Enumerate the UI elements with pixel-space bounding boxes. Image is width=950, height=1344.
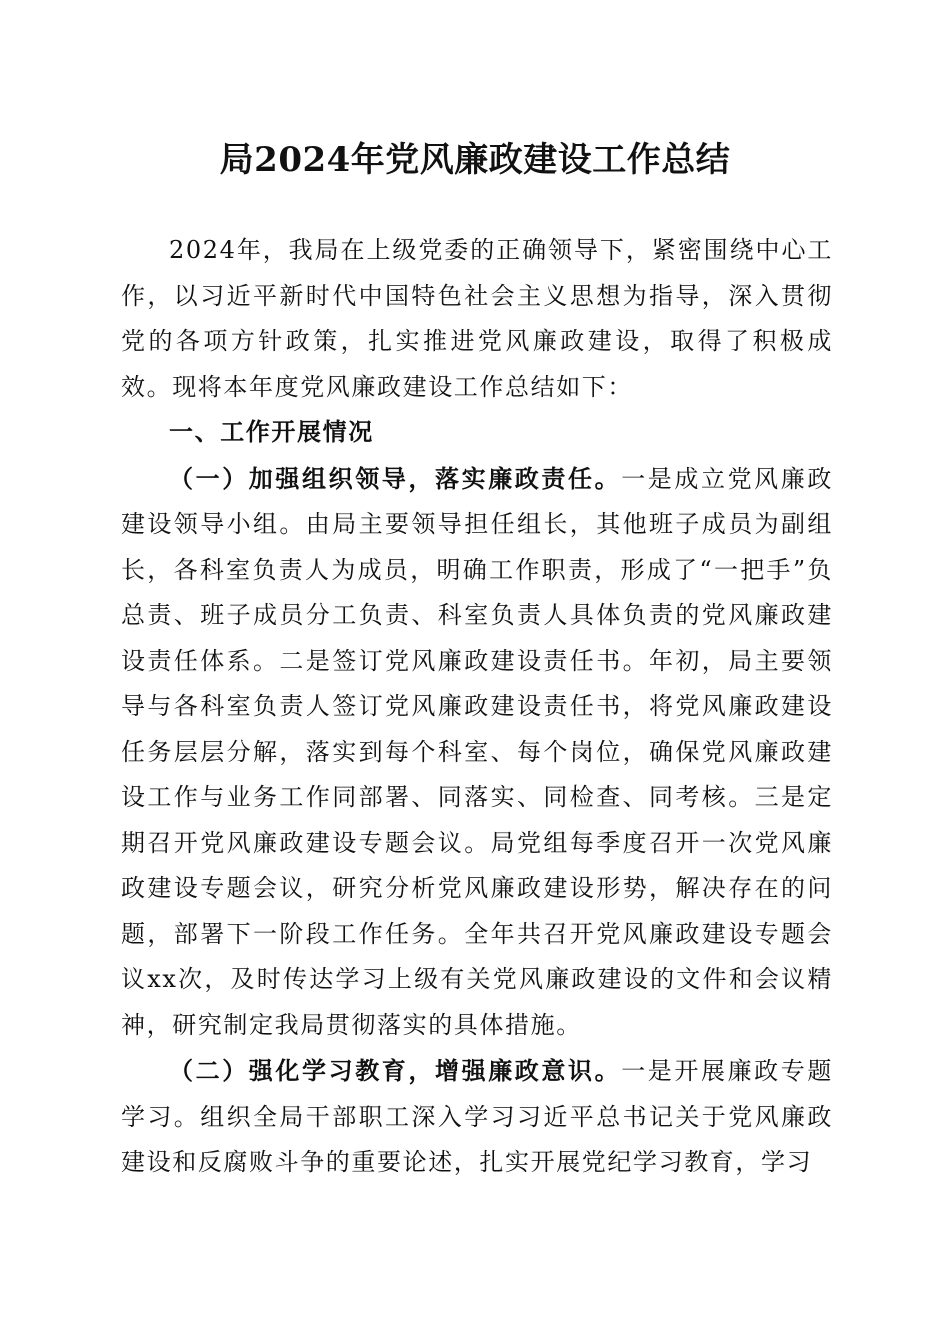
item-heading-2: （二）强化学习教育，增强廉政意识。	[169, 1056, 622, 1085]
item-paragraph-2	[121, 1048, 833, 1186]
item-heading-1: （一）加强组织领导，落实廉政责任。	[169, 463, 622, 493]
item-text-2: 一是开展廉政专题学习。组织全局干部职工深入学习习近平总书记关于党风廉政建设和反腐败斗争的重要论述，扎实开展党纪学习教育，学习	[121, 1057, 833, 1176]
section-heading: 一、工作开展情况	[169, 418, 374, 446]
item-text-1: 一是成立党风廉政建设领导小组。由局主要领导担任组长，其他班子成员为副组长，各科室负责人为成员，明确工作职责，形成了“一把手”负总责、班子成员分工负责、科室负责人具体负责的党风廉政建设责任体系。二是签订党风廉政建设责任书。年初，局主要领导与各科室负责人签订党风廉政建设责任书，将党风廉政建设任务层层分解，落实到每个科室、每个岗位，确保党风廉政建设工作与业务工作同部署、同落实、同检查、同考核。三是定期召开党风廉政建设专题会议。局党组每季度召开一次党风廉政建设专题会议，研究分析党风廉政建设形势，解决存在的问题，部署下一阶段工作任务。全年共召开党风廉政建设专题会议xx次，及时传达学习上级有关党风廉政建设的文件和会议精神，研究制定我局贯彻落实的具体措施。	[121, 464, 833, 1039]
intro-paragraph: 2024年，我局在上级党委的正确领导下，紧密围绕中心工作，以习近平新时代中国特色社会主义思想为指导，深入贯彻党的各项方针政策，扎实推进党风廉政建设，取得了积极成效。现将本年度党风廉政建设工作总结如下：	[121, 236, 833, 401]
item-paragraph-1	[121, 456, 833, 1049]
document-title: 局2024年党风廉政建设工作总结	[219, 140, 731, 180]
document-body	[121, 228, 833, 1186]
